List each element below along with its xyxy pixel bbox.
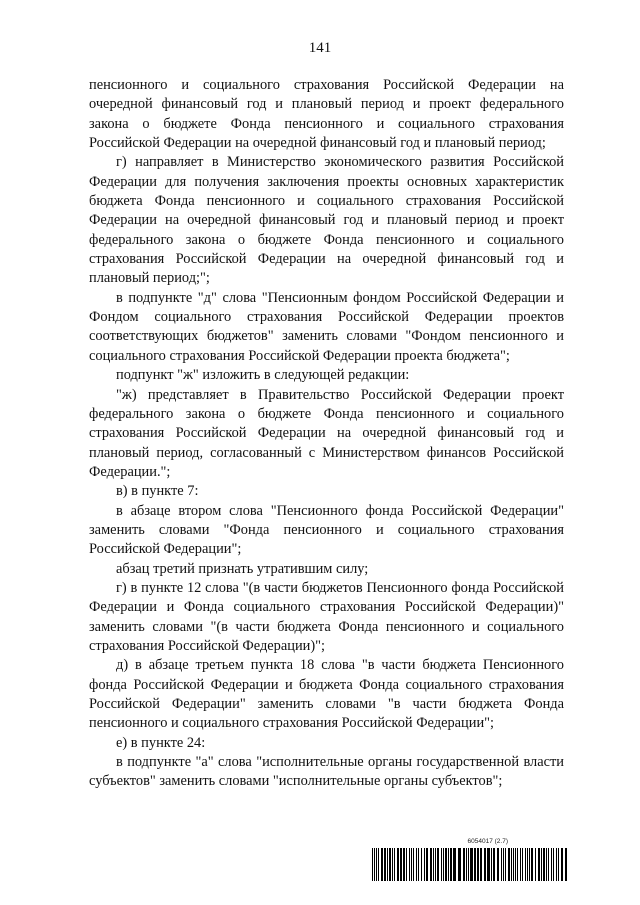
barcode-bar bbox=[443, 848, 444, 881]
barcode-bar bbox=[493, 848, 495, 881]
barcode-bar bbox=[372, 848, 373, 881]
barcode-bar bbox=[376, 848, 377, 881]
barcode-bar bbox=[513, 848, 514, 881]
paragraph: г) направляет в Министерство экономического развития Российской Федерации для получения заключения проекты основных характеристик бюджета Фонда пенсионного и социального страхования Российской Федерации на очередной финансовый год и плановый период и проект федерального закона о бюджете Фонда пенсионного и социального страхования Российской Федерации на очередной финансовый год и плановый период;"; bbox=[89, 154, 564, 287]
barcode-bar bbox=[397, 848, 399, 881]
barcode-bar bbox=[522, 848, 523, 881]
paragraph: в) в пункте 7: bbox=[116, 483, 199, 500]
barcode-bar bbox=[548, 848, 549, 881]
barcode-bar bbox=[561, 848, 563, 881]
barcode-bar bbox=[556, 848, 557, 881]
barcode-bar bbox=[527, 848, 528, 881]
barcode-bar bbox=[517, 848, 518, 881]
barcode-bar bbox=[484, 848, 486, 881]
barcode-bar bbox=[387, 848, 388, 881]
barcode-bar bbox=[450, 848, 452, 881]
barcode-bar bbox=[529, 848, 530, 881]
barcode-bar bbox=[474, 848, 476, 881]
barcode-bar bbox=[441, 848, 442, 881]
barcode-bar bbox=[389, 848, 391, 881]
paragraph: пенсионного и социального страхования Российской Федерации на очередной финансовый год и плановый период и проект федерального закона о бюджете Фонда пенсионного и социального страхования Российской Федерации на очередной финансовый год и плановый период; bbox=[89, 77, 564, 152]
barcode-bar bbox=[541, 848, 542, 881]
barcode-bar bbox=[491, 848, 492, 881]
paragraph: абзац третий признать утратившим силу; bbox=[116, 560, 369, 577]
barcode-bar bbox=[411, 848, 412, 881]
barcode-bar bbox=[413, 848, 414, 881]
barcode-bar bbox=[381, 848, 383, 881]
barcode-bar bbox=[416, 848, 417, 881]
barcode-bar bbox=[418, 848, 419, 881]
barcode-bar bbox=[543, 848, 545, 881]
barcode-bar bbox=[445, 848, 447, 881]
barcode-bar bbox=[403, 848, 405, 881]
barcode-bar bbox=[546, 848, 547, 881]
paragraph: г) в пункте 12 слова "(в части бюджетов Пенсионного фонда Российской Федерации и Фонда социального страхования Российской Федерации)" заменить словами "(в части бюджета Фонда пенсионного и социального страхования Российской Федерации)"; bbox=[89, 579, 564, 654]
barcode-bar bbox=[394, 848, 395, 881]
paragraph: в подпункте "д" слова "Пенсионным фондом Российской Федерации и Фондом социального страхования Российской Федерации проектов соответствующих бюджетов" заменить словами "Фондом пенсионного и социального страхования Российской Федерации проекта бюджета"; bbox=[89, 289, 564, 364]
barcode-bar bbox=[501, 848, 502, 881]
barcode-bar bbox=[505, 848, 506, 881]
barcode-bar bbox=[406, 848, 407, 881]
paragraph: е) в пункте 24: bbox=[116, 734, 206, 751]
barcode-bar bbox=[384, 848, 386, 881]
barcode-bar bbox=[468, 848, 469, 881]
barcode-bar bbox=[525, 848, 526, 881]
barcode-bar bbox=[480, 848, 482, 881]
barcode-bar bbox=[508, 848, 510, 881]
barcode-image bbox=[372, 848, 568, 881]
barcode-bar bbox=[424, 848, 425, 881]
barcode-bar bbox=[378, 848, 379, 881]
paragraph: в абзаце втором слова "Пенсионного фонда Российской Федерации" заменить словами "Фонда пенсионного и социального страхования Российской Федерации"; bbox=[89, 502, 564, 558]
barcode-bar bbox=[535, 848, 536, 881]
barcode-bar bbox=[520, 848, 521, 881]
barcode-bar bbox=[538, 848, 540, 881]
barcode-bar bbox=[463, 848, 465, 881]
barcode-bar bbox=[565, 848, 567, 881]
paragraph: подпункт "ж" изложить в следующей редакции: bbox=[116, 367, 410, 384]
barcode-bar bbox=[466, 848, 467, 881]
barcode-bar bbox=[558, 848, 559, 881]
barcode-bar bbox=[477, 848, 479, 881]
barcode-bar bbox=[503, 848, 504, 881]
page-number: 141 bbox=[308, 40, 332, 56]
barcode-bar bbox=[531, 848, 533, 881]
barcode-bar bbox=[470, 848, 473, 881]
barcode-bar bbox=[553, 848, 554, 881]
barcode-bar bbox=[487, 848, 490, 881]
barcode-bar bbox=[426, 848, 428, 881]
barcode-label: 6054017 (2.7) bbox=[467, 838, 508, 845]
barcode-bar bbox=[437, 848, 439, 881]
barcode-bar bbox=[515, 848, 516, 881]
barcode-bar bbox=[421, 848, 422, 881]
document-body bbox=[89, 76, 564, 792]
barcode-bar bbox=[374, 848, 375, 881]
barcode-bar bbox=[392, 848, 393, 881]
barcode-bar bbox=[409, 848, 410, 881]
barcode-bar bbox=[448, 848, 449, 881]
paragraph: д) в абзаце третьем пункта 18 слова "в части бюджета Пенсионного фонда Российской Федерации и бюджета Фонда социального страхования Российской Федерации" заменить словами "в части бюджета Фонда пенсионного и социального страхования Российской Федерации"; bbox=[89, 657, 564, 732]
barcode-bar bbox=[453, 848, 456, 881]
barcode-bar bbox=[435, 848, 436, 881]
barcode-bar bbox=[458, 848, 461, 881]
barcode-bar bbox=[430, 848, 432, 881]
barcode-bar bbox=[497, 848, 499, 881]
paragraph: в подпункте "а" слова "исполнительные органы государственной власти субъектов" заменить словами "исполнительные органы субъектов"; bbox=[89, 754, 564, 790]
barcode-bar bbox=[433, 848, 434, 881]
barcode-bar bbox=[551, 848, 552, 881]
barcode-bar bbox=[400, 848, 402, 881]
barcode-bar bbox=[511, 848, 512, 881]
paragraph: "ж) представляет в Правительство Российской Федерации проект федерального закона о бюджете Фонда пенсионного и социального страхования Российской Федерации на очередной финансовый год и плановый период, согласованный с Министерством финансов Российской Федерации."; bbox=[89, 386, 564, 480]
